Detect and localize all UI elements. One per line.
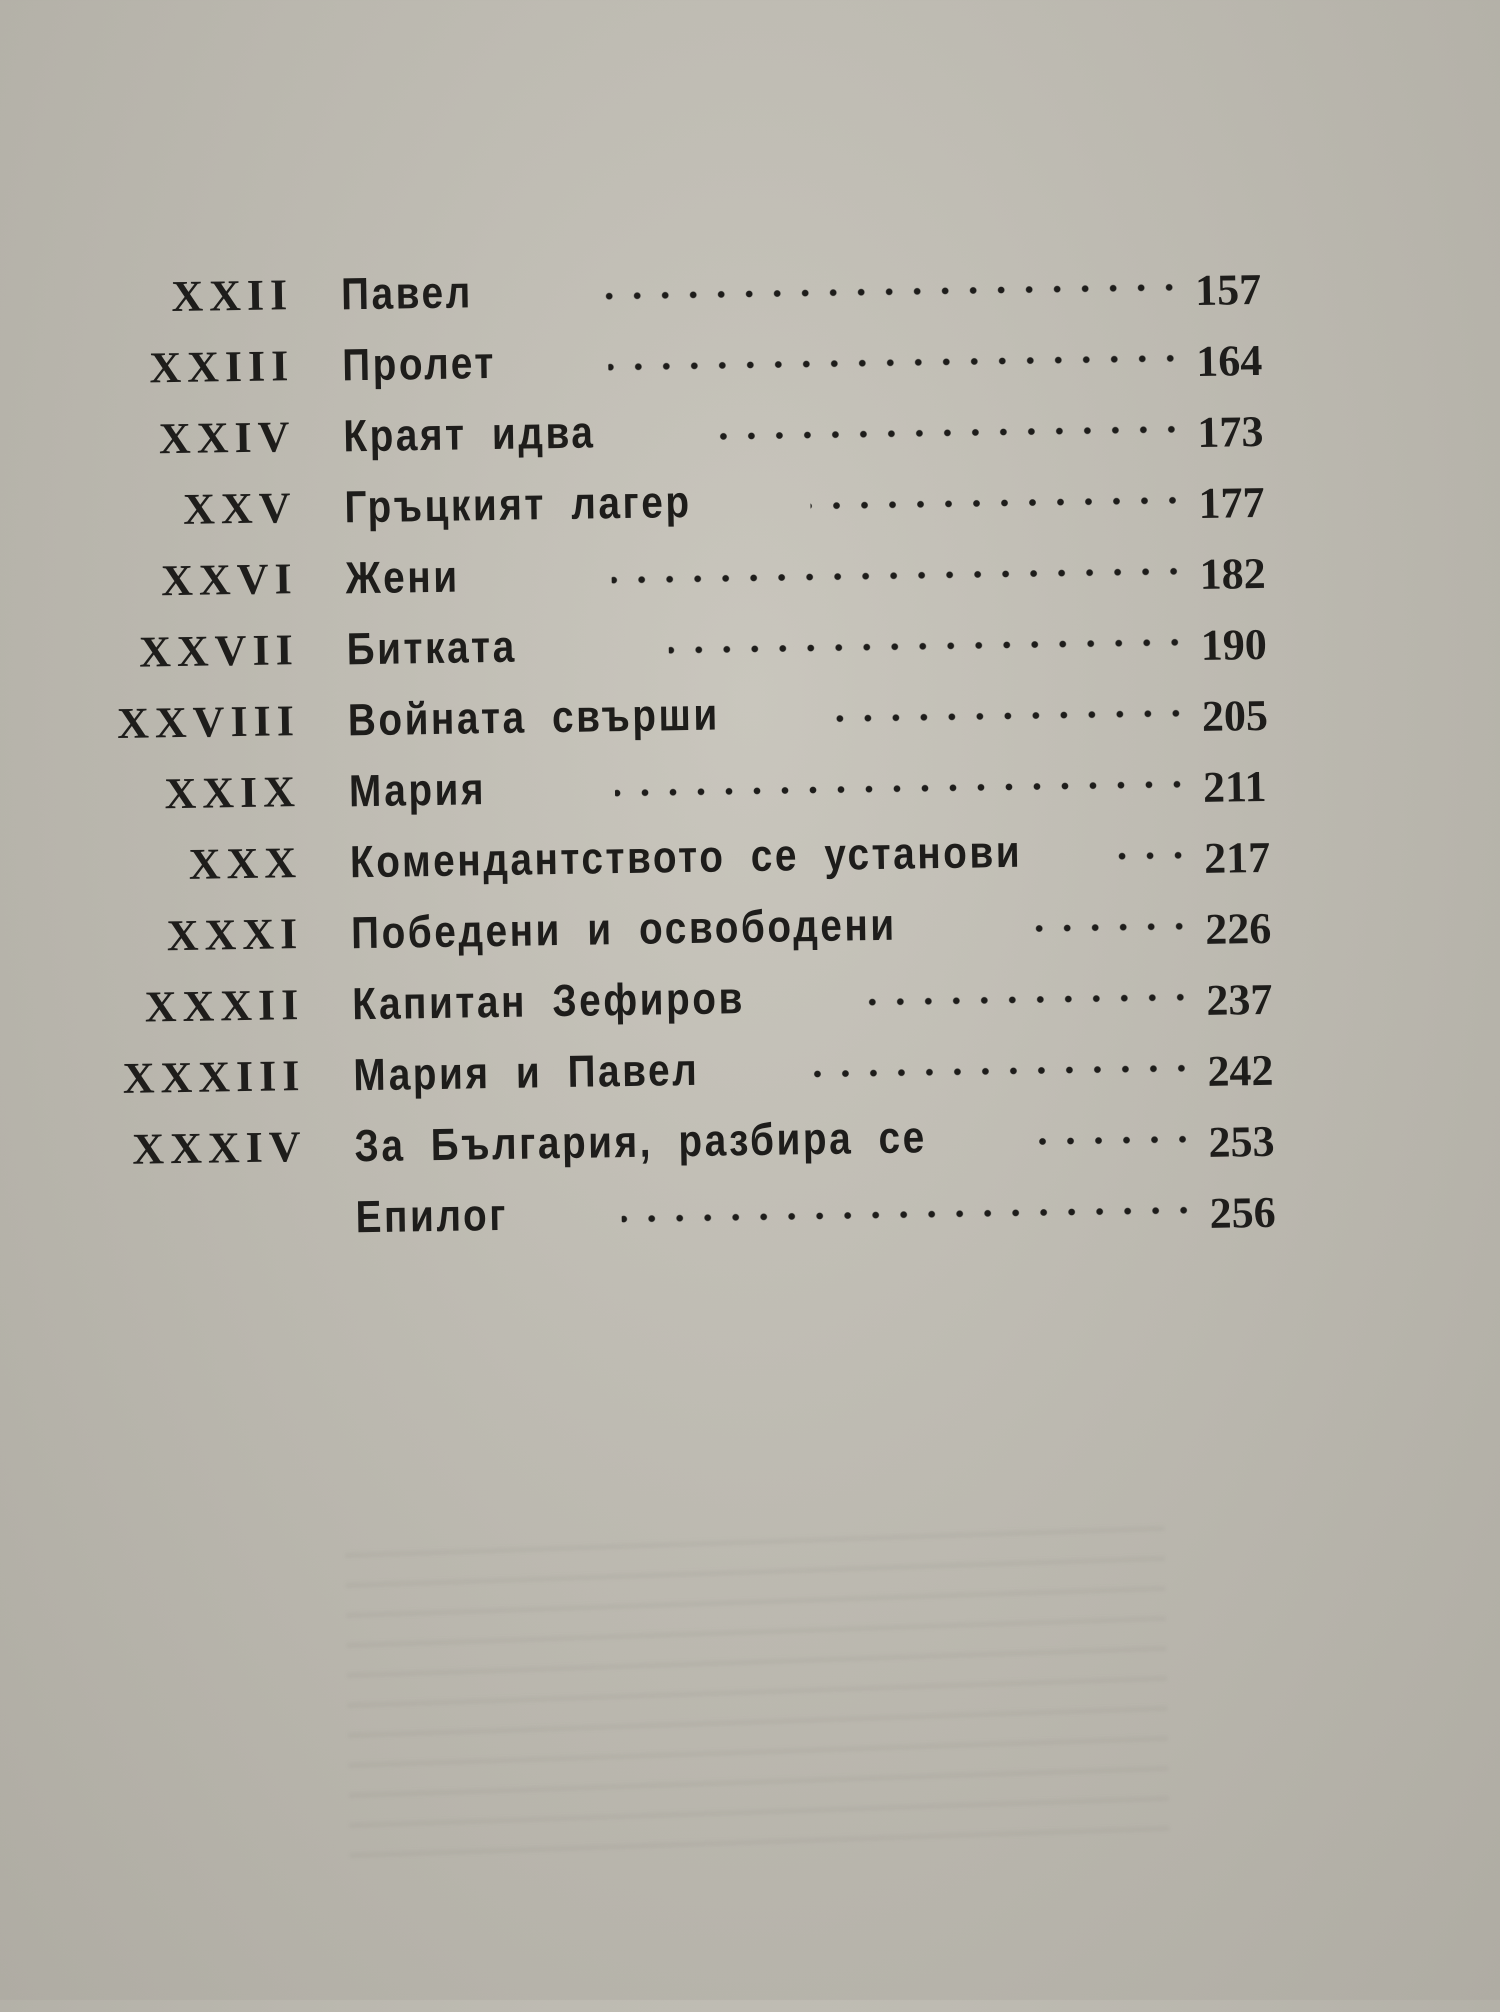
chapter-numeral: XXXIV (131, 1122, 307, 1174)
page-number: 173 (1197, 406, 1264, 457)
dot-leader (1110, 835, 1193, 876)
page-number: 217 (1203, 832, 1271, 883)
chapter-title: Жени (345, 550, 460, 604)
chapter-title: Краят идва (342, 406, 596, 462)
chapter-numeral: XXVIII (116, 696, 301, 748)
dot-leader (611, 551, 1188, 600)
chapter-numeral: XXXII (144, 980, 305, 1032)
page-number: 237 (1205, 974, 1273, 1025)
dot-leader (832, 693, 1191, 739)
chapter-title: Епилог (355, 1188, 509, 1243)
chapter-numeral: XXIX (164, 767, 302, 819)
chapter-title: Гръцкият лагер (344, 475, 692, 533)
chapter-title: Капитан Зефиров (351, 972, 746, 1030)
page-number: 242 (1207, 1045, 1274, 1096)
chapter-title: Мария (348, 763, 487, 817)
dot-leader (1025, 906, 1194, 949)
page-number: 177 (1198, 477, 1265, 528)
chapter-numeral: XXX (188, 838, 303, 889)
chapter-numeral: XXXI (166, 909, 304, 961)
chapter-numeral: XXXIII (122, 1051, 306, 1103)
dot-leader (605, 267, 1184, 316)
dot-leader (615, 764, 1192, 813)
chapter-numeral: XXV (182, 483, 297, 534)
chapter-title: Войната свърши (347, 688, 721, 746)
chapter-title: Пролет (341, 336, 497, 391)
page-number: 256 (1209, 1187, 1277, 1238)
page-number: 182 (1199, 548, 1267, 599)
chapter-numeral: XXVI (160, 554, 298, 606)
chapter-title: Павел (340, 266, 474, 320)
page-number: 205 (1201, 690, 1269, 741)
dot-leader (717, 409, 1186, 456)
page-number: 226 (1204, 903, 1272, 954)
chapter-numeral: XXII (170, 270, 294, 322)
table-of-contents (0, 250, 1500, 1267)
chapter-numeral: XXIII (148, 341, 295, 393)
page-number: 164 (1195, 335, 1263, 386)
page-number: 211 (1202, 761, 1267, 812)
dot-leader (810, 480, 1187, 526)
page-number: 157 (1194, 264, 1262, 315)
show-through-text (345, 1524, 1170, 1867)
chapter-title: За България, разбира се (354, 1111, 928, 1172)
chapter-numeral: XXVII (138, 625, 300, 677)
chapter-title: Победени и освободени (350, 898, 898, 959)
dot-leader (621, 1190, 1198, 1239)
dot-leader (1028, 1119, 1197, 1162)
dot-leader (668, 622, 1189, 670)
page-number: 190 (1200, 619, 1268, 670)
page-number: 253 (1208, 1116, 1275, 1167)
chapter-title: Мария и Павел (353, 1043, 700, 1101)
chapter-numeral: XXIV (158, 412, 296, 464)
chapter-title: Битката (346, 620, 518, 675)
dot-leader (811, 1048, 1196, 1094)
dot-leader (866, 977, 1195, 1022)
dot-leader (608, 338, 1185, 387)
chapter-title: Комендантството се установи (349, 825, 1023, 888)
